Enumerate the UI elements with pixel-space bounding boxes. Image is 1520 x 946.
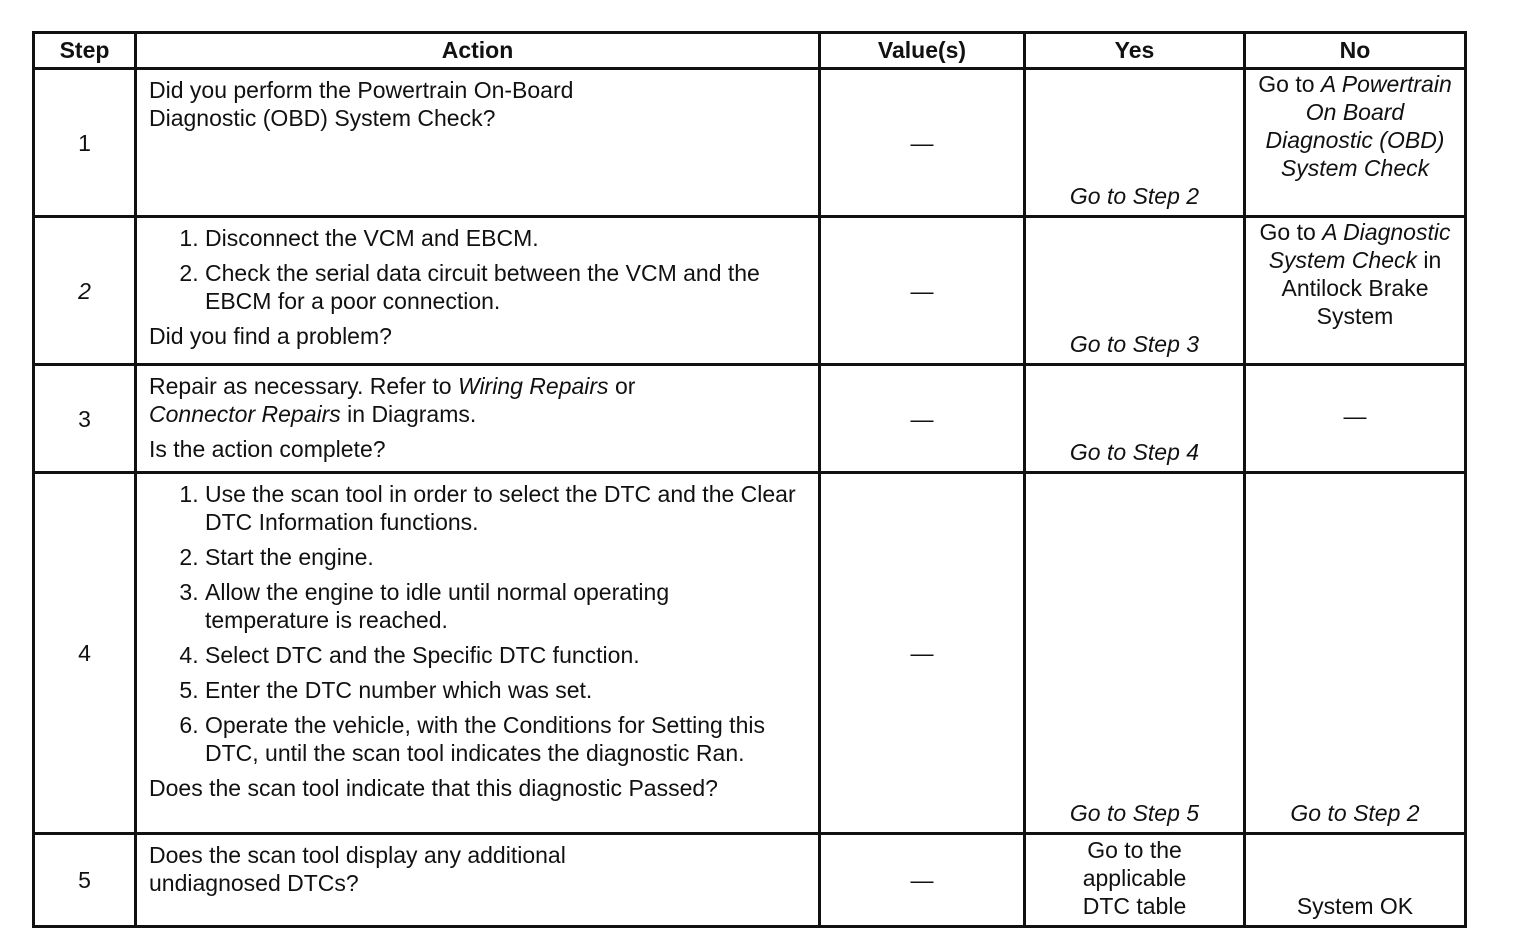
header-no: No xyxy=(1245,33,1466,69)
action-steps xyxy=(149,224,808,315)
action-step: 6. Operate the vehicle, with the Conditions for Setting this DTC, until the scan tool indicates the diagnostic Ran. xyxy=(205,711,808,767)
action-step: 1. Use the scan tool in order to select the DTC and the Clear DTC Information functions. xyxy=(205,480,808,536)
action-text-e: in Diagrams. xyxy=(340,401,477,427)
no-cell: — xyxy=(1245,365,1466,473)
header-action: Action xyxy=(136,33,820,69)
connector-repairs-ref: Connector Repairs xyxy=(149,401,341,427)
action-step: 1. Disconnect the VCM and EBCM. xyxy=(205,224,808,252)
action-text xyxy=(149,372,709,428)
yes-cell: Go to Step 5 xyxy=(1025,473,1245,834)
step-number: 4 xyxy=(34,473,136,834)
action-question: Does the scan tool indicate that this diagnostic Passed? xyxy=(149,775,718,801)
action-cell xyxy=(136,365,820,473)
step-number: 2 xyxy=(34,217,136,365)
action-steps xyxy=(149,480,808,767)
no-cell: Go to Step 2 xyxy=(1245,473,1466,834)
header-step: Step xyxy=(34,33,136,69)
header-values: Value(s) xyxy=(820,33,1025,69)
step-number: 5 xyxy=(34,834,136,927)
action-text-a: Repair as necessary. Refer to xyxy=(149,373,458,399)
no-cell: System OK xyxy=(1245,834,1466,927)
action-step: 3. Allow the engine to idle until normal operating temperature is reached. xyxy=(205,578,808,634)
step-number: 3 xyxy=(34,365,136,473)
wiring-repairs-ref: Wiring Repairs xyxy=(457,373,609,399)
no-suffix: in Antilock Brake System xyxy=(1281,247,1442,329)
header-row xyxy=(34,33,1466,69)
yes-cell: Go to the applicable DTC table xyxy=(1025,834,1245,927)
action-cell xyxy=(136,834,820,927)
value-cell: — xyxy=(820,365,1025,473)
action-question: Did you find a problem? xyxy=(149,323,392,349)
value-cell: — xyxy=(820,217,1025,365)
action-cell xyxy=(136,69,820,217)
action-text: Does the scan tool display any additional undiagnosed DTCs? xyxy=(149,842,566,896)
action-step: 2. Check the serial data circuit between the VCM and the EBCM for a poor connection. xyxy=(205,259,808,315)
no-cell xyxy=(1245,217,1466,365)
yes-cell: Go to Step 3 xyxy=(1025,217,1245,365)
yes-cell: Go to Step 4 xyxy=(1025,365,1245,473)
no-cell xyxy=(1245,69,1466,217)
header-yes: Yes xyxy=(1025,33,1245,69)
no-link: A Diagnostic System Check xyxy=(1268,219,1451,273)
diagnostic-table xyxy=(32,31,1467,928)
no-prefix: Go to xyxy=(1259,219,1323,245)
no-prefix: Go to xyxy=(1258,71,1321,97)
action-text: Did you perform the Powertrain On-Board Diagnostic (OBD) System Check? xyxy=(149,77,574,131)
step-number: 1 xyxy=(34,69,136,217)
action-text-c: or xyxy=(608,373,636,399)
action-step: 2. Start the engine. xyxy=(205,543,808,571)
action-cell xyxy=(136,473,820,834)
action-cell xyxy=(136,217,820,365)
action-question: Is the action complete? xyxy=(149,436,386,462)
action-step: 5. Enter the DTC number which was set. xyxy=(205,676,808,704)
table-row-4 xyxy=(34,473,1466,834)
table-row-1 xyxy=(34,69,1466,217)
table-row-3 xyxy=(34,365,1466,473)
table-row-5 xyxy=(34,834,1466,927)
table-row-2 xyxy=(34,217,1466,365)
yes-cell: Go to Step 2 xyxy=(1025,69,1245,217)
value-cell: — xyxy=(820,473,1025,834)
value-cell: — xyxy=(820,834,1025,927)
action-step: 4. Select DTC and the Specific DTC function. xyxy=(205,641,808,669)
no-link: A Powertrain On Board Diagnostic (OBD) System Check xyxy=(1265,71,1452,181)
value-cell: — xyxy=(820,69,1025,217)
